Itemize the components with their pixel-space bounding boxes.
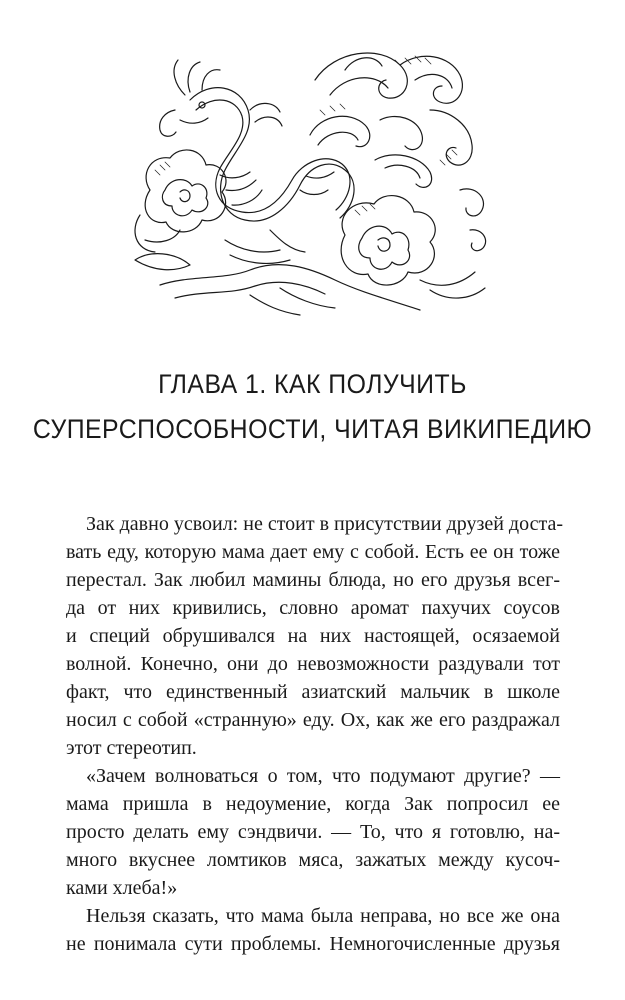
peony-right [341,196,485,298]
chapter-title-line-2: СУПЕРСПОСОБНОСТИ, ЧИТАЯ ВИКИПЕДИЮ [32,414,593,444]
text-line: много вкуснее ломтиков мяса, зажатых между кусоч- [66,849,560,871]
text-line: и специй обрушивался на них настоящей, осязаемой [66,625,560,647]
text-line: да от них кривились, словно аромат пахучих соусов [66,597,560,619]
text-line: этот стереотип. [66,737,197,759]
wave-swirls [310,53,486,251]
text-line: факт, что единственный азиатский мальчик в школе [66,681,560,703]
paragraph-2 [66,762,560,902]
paragraph-1 [66,510,563,762]
body-text [66,510,563,958]
peony-left [135,150,226,270]
water-clouds [160,230,420,315]
text-line: Зак давно усвоил: не стоит в присутствии друзей доста- [86,513,563,535]
text-line: «Зачем волноваться о том, что подумают другие? — [86,765,560,787]
text-line: не понимала сути проблемы. Немногочисленные друзья [66,933,560,955]
dragon-body [160,60,354,221]
text-line: Нельзя сказать, что мама была неправа, но все же она [86,905,560,927]
chapter-title-line-1: ГЛАВА 1. КАК ПОЛУЧИТЬ [158,369,467,399]
text-line: ками хлеба!» [66,877,178,899]
text-line: перестал. Зак любил мамины блюда, но его друзья всег- [66,569,560,591]
text-line: волной. Конечно, они до невозможности раздували тот [66,653,560,675]
hatching [155,56,457,215]
dragon-peony-wave-engraving-icon [130,40,495,325]
text-line: мама пришла в недоумение, когда Зак попросил ее [66,793,560,815]
text-line: вать еду, которую мама дает ему с собой. Есть ее он тоже [66,541,560,563]
text-line: носил с собой «странную» еду. Ох, как же его раздражал [66,709,560,731]
text-line: просто делать ему сэндвичи. — То, что я готовлю, на- [66,821,560,843]
paragraph-3 [66,902,560,958]
